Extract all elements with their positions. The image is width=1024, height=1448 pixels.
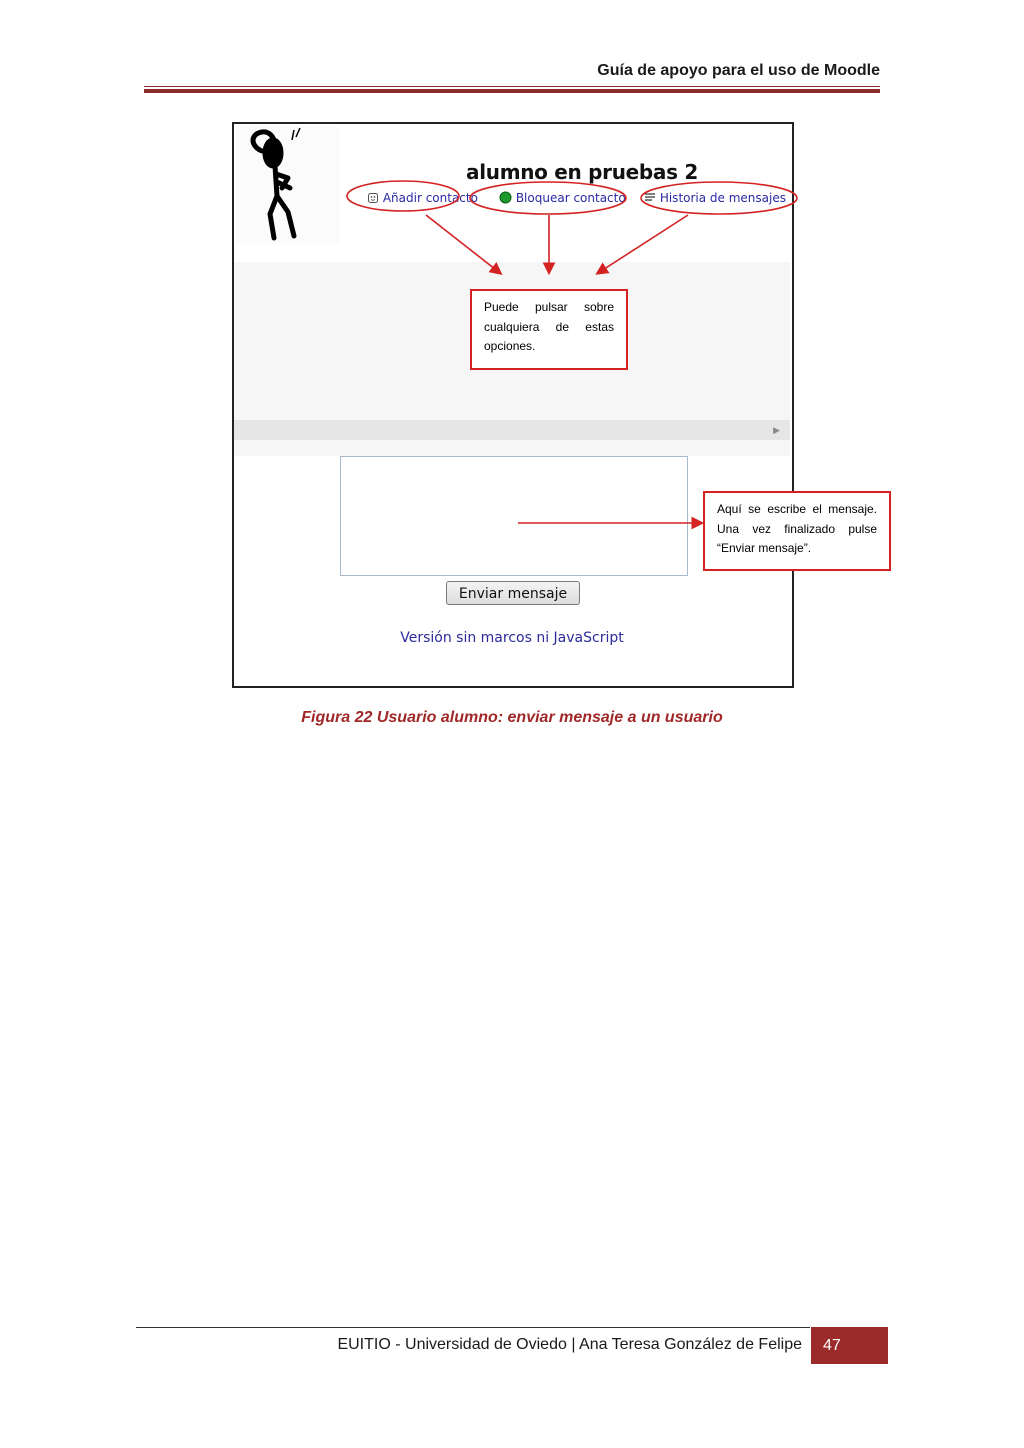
send-message-button[interactable]: Enviar mensaje [446, 581, 580, 605]
page-number: 47 [811, 1327, 888, 1364]
document-header-title: Guía de apoyo para el uso de Moodle [597, 62, 880, 79]
message-history-label: Historia de mensajes [659, 191, 786, 205]
panel-separator [234, 440, 790, 456]
figure-caption: Figura 22 Usuario alumno: enviar mensaje a un usuario [301, 709, 723, 726]
message-textarea[interactable] [340, 456, 688, 576]
add-contact-link[interactable] [367, 191, 478, 205]
horizontal-scrollbar[interactable] [234, 420, 790, 440]
footer-rule [136, 1327, 810, 1328]
history-list-icon [644, 191, 656, 203]
no-frames-link[interactable]: Versión sin marcos ni JavaScript [400, 630, 624, 646]
block-contact-label: Bloquear contacto [515, 191, 626, 205]
add-contact-label: Añadir contacto [382, 191, 478, 205]
message-history-link[interactable] [644, 191, 786, 205]
add-contact-icon [367, 192, 379, 204]
message-callout: Aquí se escribe el mensaje. Una vez finalizado pulse “Enviar mensaje”. [703, 491, 891, 571]
header-rule-thick [144, 89, 880, 93]
profile-name: alumno en pruebas 2 [466, 160, 699, 184]
scroll-right-arrow-icon[interactable]: ▶ [773, 425, 780, 435]
green-dot-icon [499, 191, 512, 204]
stick-figure-icon [236, 126, 340, 244]
footer-text: EUITIO - Universidad de Oviedo | Ana Teresa González de Felipe [337, 1336, 802, 1353]
moodle-message-window [232, 122, 794, 688]
header-rule-thin [144, 86, 880, 87]
user-avatar [236, 126, 340, 244]
options-callout: Puede pulsar sobre cualquiera de estas opciones. [470, 289, 628, 370]
block-contact-link[interactable] [499, 191, 626, 205]
